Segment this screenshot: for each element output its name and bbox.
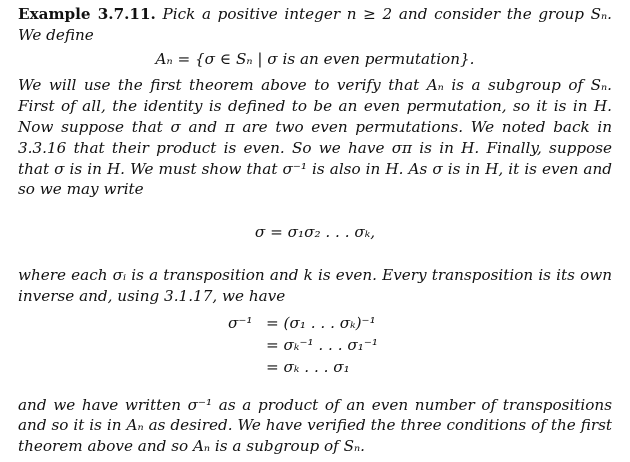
paragraph-3: and we have written σ⁻¹ as a product of an even number of transpositions and so it is in Aₙ as desired. We have verified the three conditions of the first theorem above and so Aₙ is a subgroup of Sₙ.: [18, 395, 612, 456]
factorization-equation: σ = σ₁σ₂ . . . σₖ,: [254, 223, 376, 242]
example-heading: Example 3.7.11.: [18, 5, 156, 23]
paragraph-1: We will use the first theorem above to verify that Aₙ is a subgroup of Sₙ. First of all, the identity is defined to be an even permutation, so it is in H. Now suppose that σ and π are two even permutations. We noted back in 3.3.16 that their product is even. So we have σπ is in H. Finally, suppose that σ is in H. We must show that σ⁻¹ is also in H. As σ is in H, it is even and so we may write: [18, 76, 612, 199]
equation-row-2: = σₖ⁻¹ . . . σ₁⁻¹: [266, 335, 378, 354]
equation-row-1: = (σ₁ . . . σₖ)⁻¹: [266, 313, 376, 332]
equation-row-3: = σₖ . . . σ₁: [266, 357, 350, 376]
equation-lhs: σ⁻¹: [228, 313, 253, 332]
example-intro: [18, 4, 612, 46]
intro-text: Pick a positive integer n ≥ 2 and consider the group Sₙ. We define: [18, 5, 613, 44]
inverse-derivation: [18, 313, 612, 379]
definition-equation: Aₙ = {σ ∈ Sₙ | σ is an even permutation}.: [155, 49, 475, 68]
paragraph-2: where each σᵢ is a transposition and k is even. Every transposition is its own inverse and, using 3.1.17, we have: [18, 265, 612, 305]
